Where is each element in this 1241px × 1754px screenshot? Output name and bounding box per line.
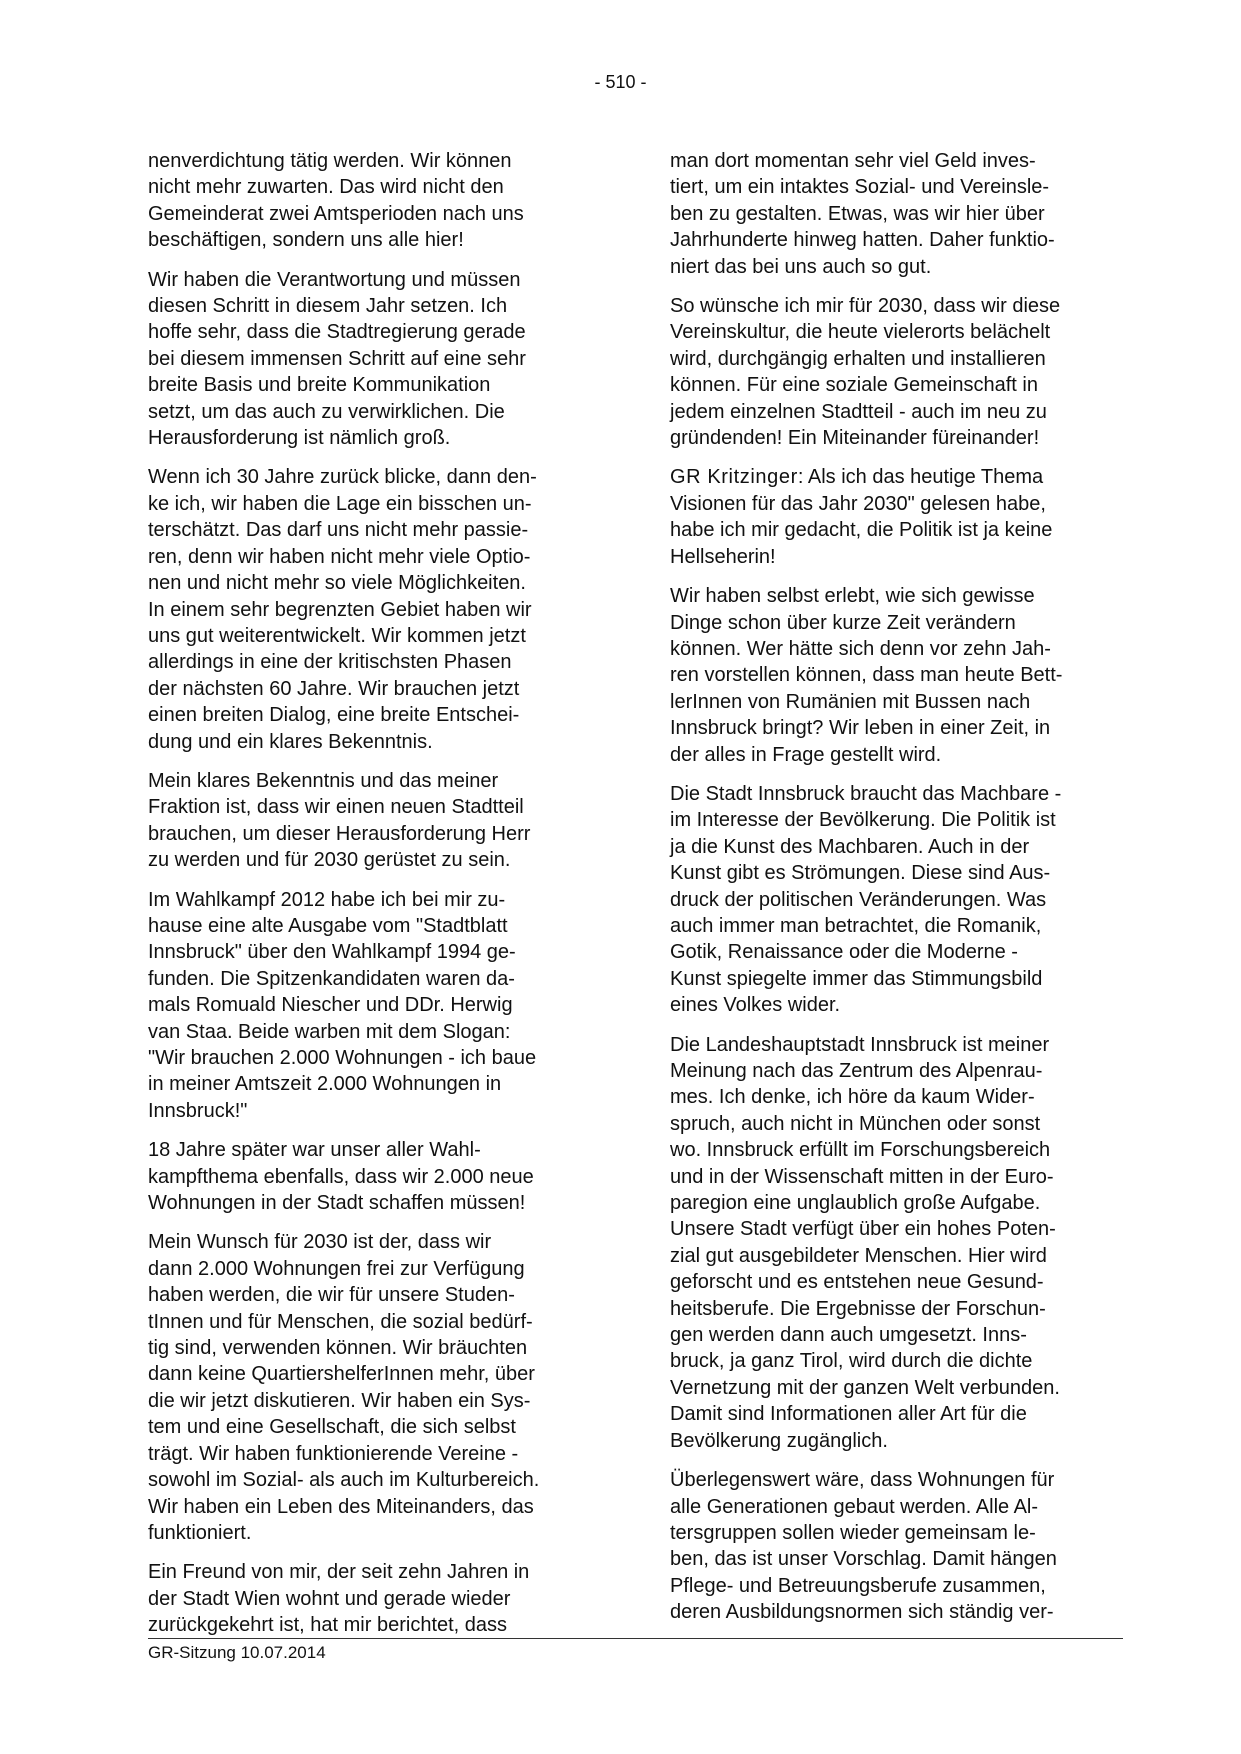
text-line: "Wir brauchen 2.000 Wohnungen - ich baue	[148, 1047, 537, 1069]
text-line: terschätzt. Das darf uns nicht mehr passie-	[148, 519, 529, 542]
text-line: die wir jetzt diskutieren. Wir haben ein Sys-	[148, 1389, 531, 1412]
paragraph	[148, 1137, 592, 1216]
text-line: ren, denn wir haben nicht mehr viele Optio-	[148, 545, 531, 568]
footer-divider	[148, 1638, 1123, 1639]
text-line: Innsbruck bringt? Wir leben in einer Zeit, in	[670, 717, 1051, 740]
text-line: und in der Wissenschaft mitten in der Euro-	[670, 1165, 1054, 1188]
paragraph	[148, 464, 592, 754]
text-line: Hellseherin!	[670, 545, 776, 568]
paragraph	[148, 768, 592, 874]
text-line: Kunst spiegelte immer das Stimmungsbild	[670, 967, 1043, 990]
text-line: nenverdichtung tätig werden. Wir können	[148, 150, 512, 172]
text-line: Vernetzung mit der ganzen Welt verbunden.	[670, 1376, 1060, 1399]
text-line: Wir haben die Verantwortung und müssen	[148, 268, 521, 291]
text-line: man dort momentan sehr viel Geld inves-	[670, 150, 1036, 172]
text-line: : Als ich das heutige Thema	[797, 466, 1044, 489]
text-line: tig sind, verwenden können. Wir bräuchten	[148, 1337, 528, 1360]
text-line: allerdings in eine der kritischsten Phasen	[148, 651, 512, 674]
text-line: Mein klares Bekenntnis und das meiner	[148, 769, 499, 792]
text-line: bei diesem immensen Schritt auf eine sehr	[148, 347, 526, 370]
text-line: tersgruppen sollen wieder gemeinsam le-	[670, 1521, 1036, 1544]
text-line: Visionen für das Jahr 2030" gelesen habe,	[670, 492, 1046, 515]
text-line: Überlegenswert wäre, dass Wohnungen für	[670, 1469, 1055, 1492]
text-line: jedem einzelnen Stadtteil - auch im neu zu	[670, 400, 1047, 423]
text-line: bruck, ja ganz Tirol, wird durch die dichte	[670, 1350, 1033, 1373]
text-line: geforscht und es entstehen neue Gesund-	[670, 1271, 1044, 1294]
paragraph	[670, 1032, 1114, 1455]
text-line: Ein Freund von mir, der seit zehn Jahren in	[148, 1561, 530, 1584]
paragraph	[148, 887, 592, 1125]
text-line: Wir haben selbst erlebt, wie sich gewisse	[670, 585, 1035, 608]
text-line: Innsbruck!"	[148, 1099, 248, 1122]
text-line: druck der politischen Veränderungen. Was	[670, 888, 1047, 911]
text-line: Vereinskultur, die heute vielerorts belächelt	[670, 321, 1051, 344]
text-line: Mein Wunsch für 2030 ist der, dass wir	[148, 1231, 492, 1254]
text-line: im Interesse der Bevölkerung. Die Politik ist	[670, 809, 1056, 832]
text-line: niert das bei uns auch so gut.	[670, 255, 932, 278]
text-line: ke ich, wir haben die Lage ein bisschen un-	[148, 492, 532, 515]
text-line: alle Generationen gebaut werden. Alle Al-	[670, 1495, 1039, 1518]
text-line: In einem sehr begrenzten Gebiet haben wir	[148, 598, 532, 621]
text-line: nicht mehr zuwarten. Das wird nicht den	[148, 176, 504, 199]
text-line: Bevölkerung zugänglich.	[670, 1429, 888, 1452]
text-line: So wünsche ich mir für 2030, dass wir diese	[670, 295, 1061, 318]
text-line: van Staa. Beide warben mit dem Slogan:	[148, 1020, 511, 1043]
paragraph	[148, 267, 592, 452]
text-line: haben werden, die wir für unsere Studen-	[148, 1284, 515, 1307]
text-line: breite Basis und breite Kommunikation	[148, 374, 491, 397]
text-line: Damit sind Informationen aller Art für die	[670, 1403, 1027, 1426]
paragraph	[148, 148, 592, 254]
text-line: ben, das ist unser Vorschlag. Damit hängen	[670, 1548, 1057, 1571]
paragraph	[670, 583, 1114, 768]
text-line: spruch, auch nicht in München oder sonst	[670, 1112, 1041, 1135]
text-line: dung und ein klares Bekenntnis.	[148, 730, 433, 753]
text-line: gen werden dann auch umgesetzt. Inns-	[670, 1324, 1027, 1347]
text-line: in meiner Amtszeit 2.000 Wohnungen in	[148, 1073, 502, 1096]
text-line: uns gut weiterentwickelt. Wir kommen jetzt	[148, 624, 526, 647]
text-line: Gemeinderat zwei Amtsperioden nach uns	[148, 202, 524, 225]
text-line: Innsbruck" über den Wahlkampf 1994 ge-	[148, 941, 516, 964]
text-line: Jahrhunderte hinweg hatten. Daher funktio-	[670, 229, 1055, 252]
text-line: mes. Ich denke, ich höre da kaum Wider-	[670, 1086, 1035, 1109]
text-line: 18 Jahre später war unser aller Wahl-	[148, 1139, 481, 1162]
text-line: Wenn ich 30 Jahre zurück blicke, dann den-	[148, 466, 537, 489]
text-line: eines Volkes wider.	[670, 994, 841, 1017]
paragraph	[670, 781, 1114, 1019]
text-line: einen breiten Dialog, eine breite Entschei-	[148, 704, 520, 727]
text-line: hause eine alte Ausgabe vom "Stadtblatt	[148, 914, 508, 937]
text-line: hoffe sehr, dass die Stadtregierung gerade	[148, 321, 526, 344]
speaker-name: GR Kritzinger	[670, 466, 798, 489]
text-line: funden. Die Spitzenkandidaten waren da-	[148, 967, 515, 990]
paragraph	[670, 148, 1114, 280]
text-line: zurückgekehrt ist, hat mir berichtet, dass	[148, 1614, 508, 1637]
text-line: lerInnen von Rumänien mit Bussen nach	[670, 690, 1031, 713]
text-line: ja die Kunst des Machbaren. Auch in der	[670, 835, 1030, 858]
text-line: heitsberufe. Die Ergebnisse der Forschun-	[670, 1297, 1046, 1320]
text-line: setzt, um das auch zu verwirklichen. Die	[148, 400, 505, 423]
text-line: wird, durchgängig erhalten und installieren	[670, 347, 1046, 370]
text-line: können. Für eine soziale Gemeinschaft in	[670, 374, 1038, 397]
footer-session-date: GR-Sitzung 10.07.2014	[148, 1643, 326, 1662]
text-line: Fraktion ist, dass wir einen neuen Stadtteil	[148, 796, 524, 819]
text-line: gründenden! Ein Miteinander füreinander!	[670, 427, 1040, 450]
text-line: tem und eine Gesellschaft, die sich selbst	[148, 1416, 516, 1439]
page-number: - 510 -	[594, 72, 647, 92]
text-line: Meinung nach das Zentrum des Alpenrau-	[670, 1060, 1043, 1082]
text-line: ben zu gestalten. Etwas, was wir hier über	[670, 202, 1045, 225]
text-line: habe ich mir gedacht, die Politik ist ja keine	[670, 519, 1053, 542]
text-line: paregion eine unglaublich große Aufgabe.	[670, 1192, 1041, 1215]
paragraph	[148, 1229, 592, 1546]
text-line: Wir haben ein Leben des Miteinanders, das	[148, 1495, 534, 1518]
text-line: zu werden und für 2030 gerüstet zu sein.	[148, 849, 511, 872]
right-column	[670, 148, 1114, 1639]
paragraph	[670, 1467, 1114, 1625]
text-line: der Stadt Wien wohnt und gerade wieder	[148, 1587, 511, 1610]
text-line: Kunst gibt es Strömungen. Diese sind Aus-	[670, 862, 1051, 885]
paragraph	[148, 1559, 592, 1638]
text-line: auch immer man betrachtet, die Romanik,	[670, 914, 1042, 937]
text-line: dann 2.000 Wohnungen frei zur Verfügung	[148, 1257, 525, 1280]
text-line: zial gut ausgebildeter Menschen. Hier wird	[670, 1244, 1047, 1267]
text-line: tInnen und für Menschen, die sozial bedürf-	[148, 1310, 533, 1333]
speaker-paragraph	[670, 464, 1114, 570]
text-line: tiert, um ein intaktes Sozial- und Vereinsle-	[670, 176, 1050, 199]
text-line: Im Wahlkampf 2012 habe ich bei mir zu-	[148, 888, 506, 911]
text-line: dann keine QuartiershelferInnen mehr, über	[148, 1363, 535, 1386]
text-line: sowohl im Sozial- als auch im Kulturbereich.	[148, 1469, 540, 1492]
text-line: diesen Schritt in diesem Jahr setzen. Ich	[148, 295, 508, 318]
text-line: beschäftigen, sondern uns alle hier!	[148, 229, 464, 252]
text-line: wo. Innsbruck erfüllt im Forschungsbereich	[670, 1139, 1051, 1162]
text-line: brauchen, um dieser Herausforderung Herr	[148, 822, 531, 845]
left-column	[148, 148, 592, 1652]
text-line: Dinge schon über kurze Zeit verändern	[670, 611, 1016, 634]
text-line: deren Ausbildungsnormen sich ständig ver-	[670, 1601, 1054, 1624]
text-line: Wohnungen in der Stadt schaffen müssen!	[148, 1192, 526, 1215]
text-line: Unsere Stadt verfügt über ein hohes Poten-	[670, 1218, 1056, 1241]
text-line: ren vorstellen können, dass man heute Bett-	[670, 664, 1063, 687]
text-line: Herausforderung ist nämlich groß.	[148, 427, 451, 450]
paragraph	[670, 293, 1114, 451]
text-line: Pflege- und Betreuungsberufe zusammen,	[670, 1574, 1046, 1597]
text-line: kampfthema ebenfalls, dass wir 2.000 neue	[148, 1165, 534, 1188]
text-line: der nächsten 60 Jahre. Wir brauchen jetzt	[148, 677, 520, 700]
text-line: funktioniert.	[148, 1521, 252, 1544]
text-line: nen und nicht mehr so viele Möglichkeiten.	[148, 572, 526, 595]
text-line: können. Wer hätte sich denn vor zehn Jah-	[670, 637, 1051, 660]
text-line: Gotik, Renaissance oder die Moderne -	[670, 941, 1018, 964]
text-line: mals Romuald Niescher und DDr. Herwig	[148, 994, 513, 1017]
text-line: Die Stadt Innsbruck braucht das Machbare -	[670, 782, 1062, 805]
text-line: der alles in Frage gestellt wird.	[670, 743, 942, 766]
text-line: Die Landeshauptstadt Innsbruck ist meiner	[670, 1033, 1050, 1056]
text-line: trägt. Wir haben funktionierende Vereine -	[148, 1442, 519, 1465]
